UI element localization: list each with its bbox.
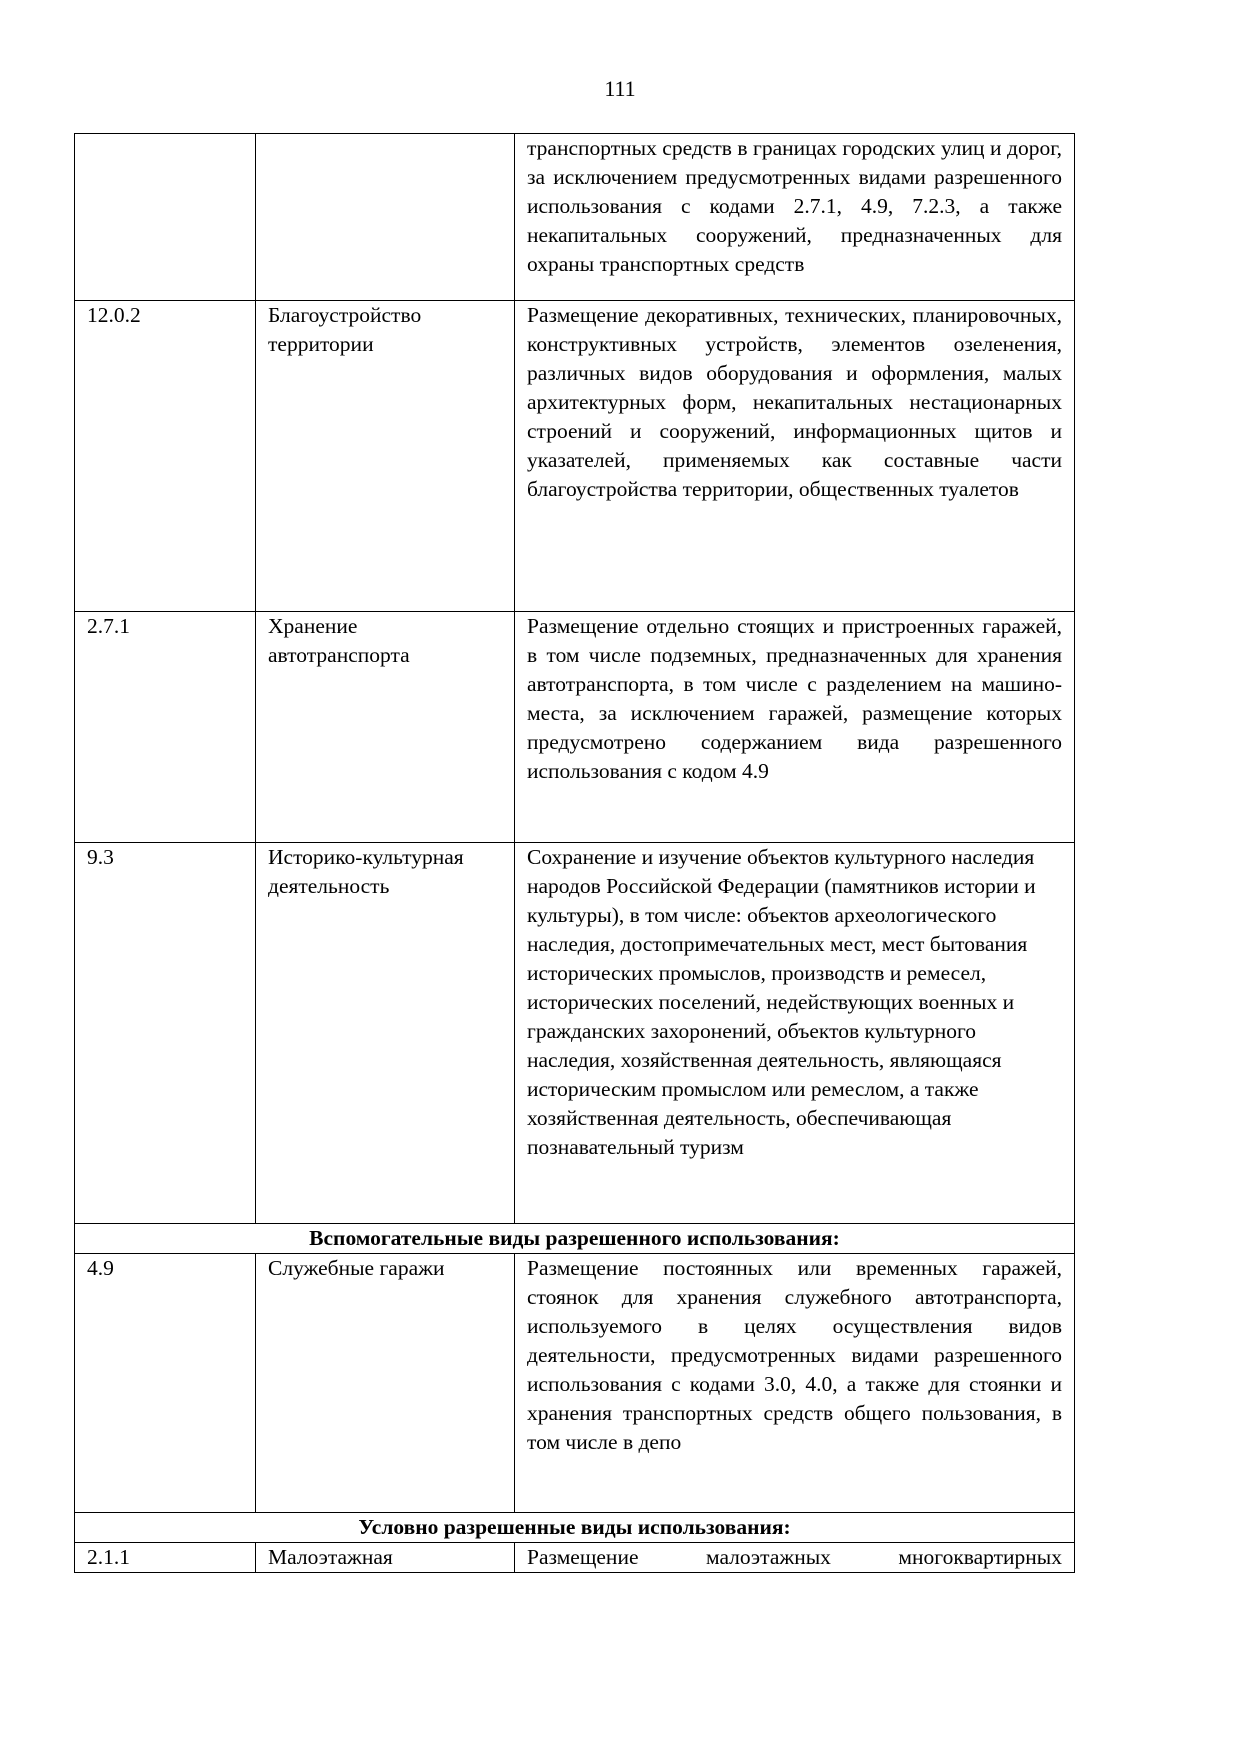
section-header-row [75, 1513, 1075, 1543]
code-cell: 2.7.1 [75, 612, 256, 843]
land-use-table [74, 133, 1075, 1573]
table-row [75, 134, 1075, 301]
code-cell: 4.9 [75, 1254, 256, 1513]
table-row [75, 612, 1075, 843]
table-row [75, 1543, 1075, 1573]
description-cell: Сохранение и изучение объектов культурного наследия народов Российской Федерации (памятников истории и культуры), в том числе: объектов археологического наследия, достопримечательных мест, мест бытования исторических промыслов, производств и ремесел, исторических поселений, недействующих военных и гражданских захоронений, объектов культурного наследия, хозяйственная деятельность, являющаяся историческим промыслом или ремеслом, а также хозяйственная деятельность, обеспечивающая познавательный туризм [515, 843, 1075, 1224]
name-cell: Служебные гаражи [256, 1254, 515, 1513]
description-cell: транспортных средств в границах городских улиц и дорог, за исключением предусмотренных видами разрешенного использования с кодами 2.7.1, 4.9, 7.2.3, а также некапитальных сооружений, предназначенных для охраны транспортных средств [515, 134, 1075, 301]
code-cell: 9.3 [75, 843, 256, 1224]
description-cell: Размещение малоэтажных многоквартирных [515, 1543, 1075, 1573]
name-cell [256, 134, 515, 301]
table-row [75, 1254, 1075, 1513]
table-row [75, 301, 1075, 612]
name-cell: Благоустройство территории [256, 301, 515, 612]
description-cell: Размещение отдельно стоящих и пристроенных гаражей, в том числе подземных, предназначенных для хранения автотранспорта, в том числе с разделением на машино-места, за исключением гаражей, размещение которых предусмотрено содержанием вида разрешенного использования с кодом 4.9 [515, 612, 1075, 843]
description-cell: Размещение декоративных, технических, планировочных, конструктивных устройств, элементов озеленения, различных видов оборудования и оформления, малых архитектурных форм, некапитальных нестационарных строений и сооружений, информационных щитов и указателей, применяемых как составные части благоустройства территории, общественных туалетов [515, 301, 1075, 612]
section-title-conditional: Условно разрешенные виды использования: [75, 1513, 1075, 1543]
section-title-auxiliary: Вспомогательные виды разрешенного использования: [75, 1224, 1075, 1254]
code-cell: 2.1.1 [75, 1543, 256, 1573]
page-number: 111 [604, 76, 636, 101]
name-cell: Хранение автотранспорта [256, 612, 515, 843]
section-header-row [75, 1224, 1075, 1254]
name-cell: Историко-культурная деятельность [256, 843, 515, 1224]
description-cell: Размещение постоянных или временных гаражей, стоянок для хранения служебного автотранспорта, используемого в целях осуществления видов деятельности, предусмотренных видами разрешенного использования с кодами 3.0, 4.0, а также для стоянки и хранения транспортных средств общего пользования, в том числе в депо [515, 1254, 1075, 1513]
code-cell [75, 134, 256, 301]
code-cell: 12.0.2 [75, 301, 256, 612]
name-cell: Малоэтажная [256, 1543, 515, 1573]
table-row [75, 843, 1075, 1224]
